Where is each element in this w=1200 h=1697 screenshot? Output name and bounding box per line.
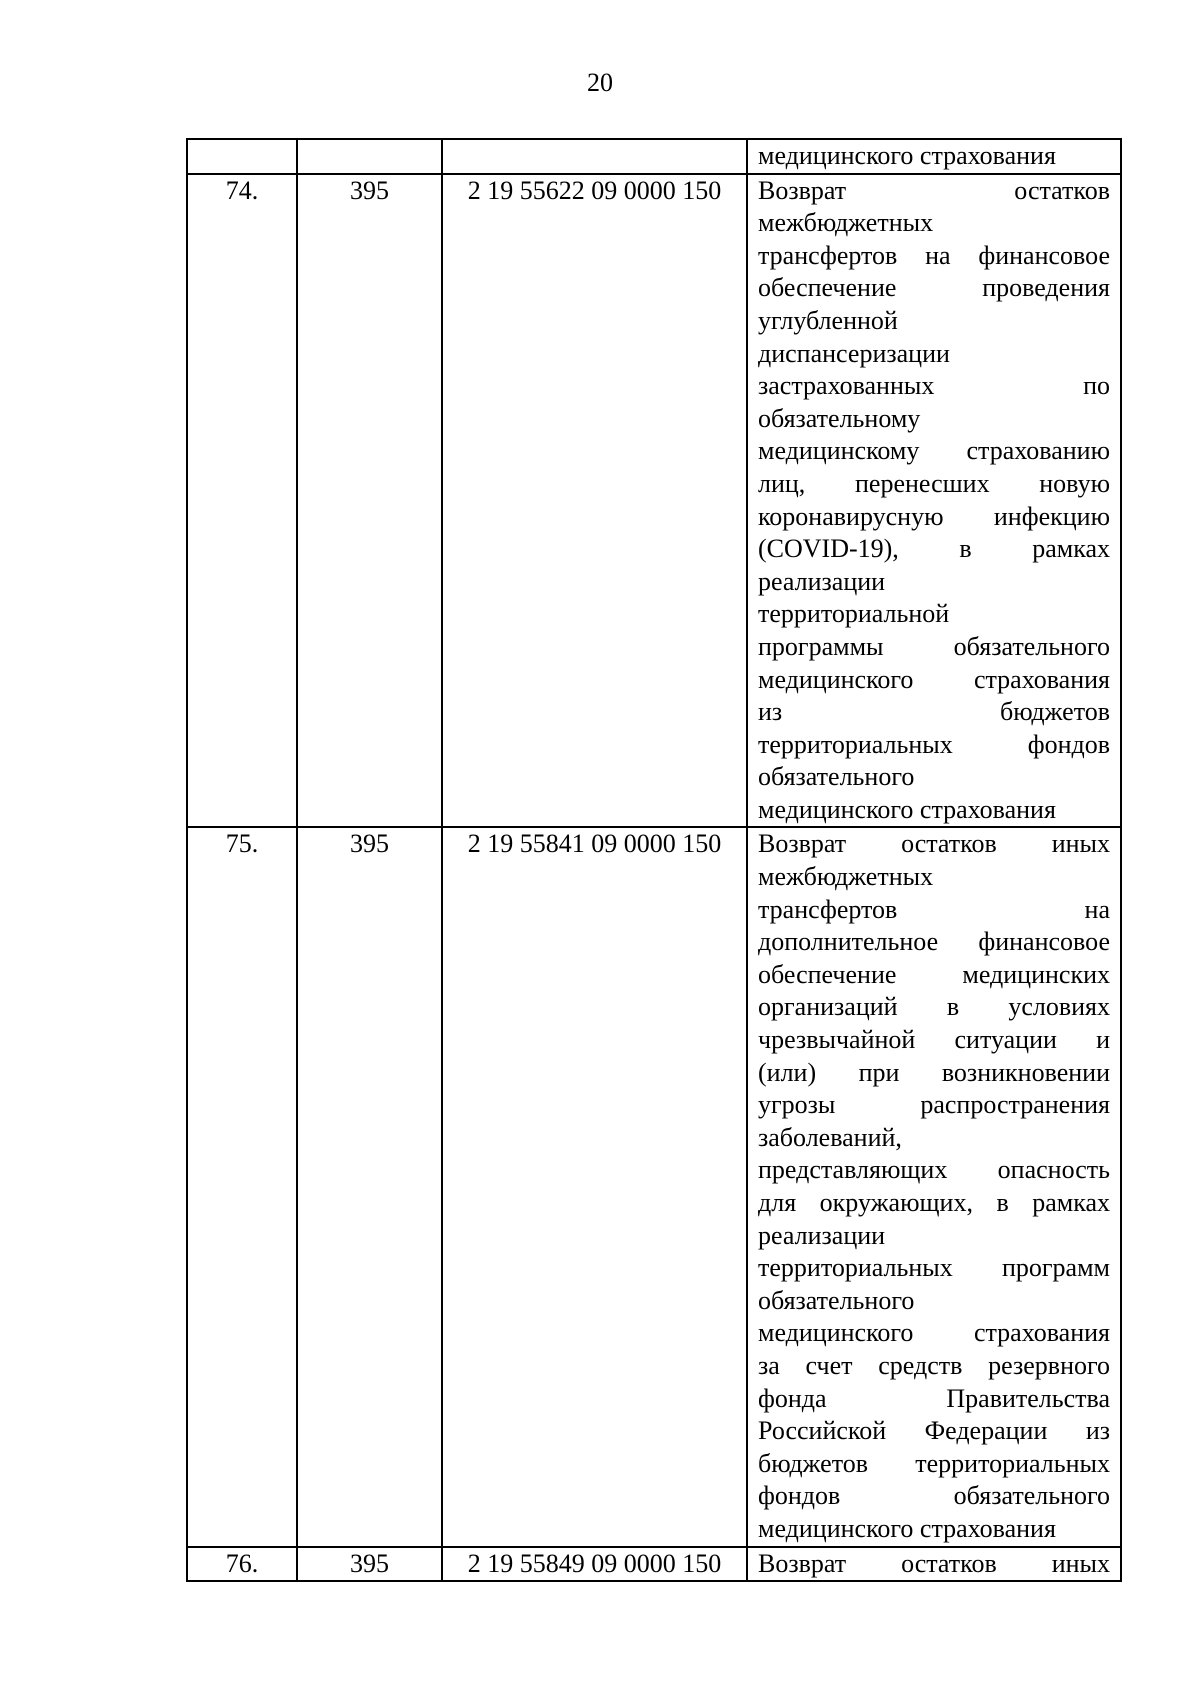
budget-classification-code-cell: 2 19 55622 09 0000 150 xyxy=(442,174,747,828)
description-line: для окружающих, в рамках xyxy=(758,1188,1110,1217)
description-line: территориальной xyxy=(758,599,950,629)
table-row xyxy=(187,827,1121,1546)
budget-codes-table xyxy=(186,138,1122,1582)
administrator-code-cell: 395 xyxy=(297,827,442,1546)
row-number-cell: 76. xyxy=(187,1547,297,1582)
budget-classification-code-cell xyxy=(442,139,747,174)
description-line: медицинского страхования xyxy=(758,1513,1056,1543)
description-line: территориальных программ xyxy=(758,1253,1110,1283)
description-line: территориальных фондов xyxy=(758,729,1110,759)
description-line: программы обязательного xyxy=(758,631,1110,661)
description-line: медицинского страхования xyxy=(758,794,1056,824)
description-line: (или) при возникновении xyxy=(758,1057,1110,1087)
description-line: реализации xyxy=(758,566,886,596)
description-line: лиц, перенесших новую xyxy=(758,468,1110,498)
row-number-cell: 75. xyxy=(187,827,297,1546)
budget-classification-code-cell: 2 19 55849 09 0000 150 xyxy=(442,1547,747,1582)
description-line: обязательного xyxy=(758,762,915,792)
description-line: обеспечение проведения xyxy=(758,273,1110,303)
description-line: диспансеризации xyxy=(758,338,950,368)
description-line: представляющих опасность xyxy=(758,1155,1110,1185)
description-line: Возврат остатков xyxy=(758,175,1110,205)
description-line: за счет средств резервного xyxy=(758,1350,1110,1380)
table-row xyxy=(187,174,1121,828)
page-number: 20 xyxy=(587,68,613,97)
table-row xyxy=(187,139,1121,174)
description-cell xyxy=(747,139,1121,174)
description-line: организаций в условиях xyxy=(758,992,1110,1022)
description-line: чрезвычайной ситуации и xyxy=(758,1025,1110,1055)
description-line: обязательному xyxy=(758,403,921,433)
description-line: фондов обязательного xyxy=(758,1481,1110,1511)
administrator-code-cell: 395 xyxy=(297,1547,442,1582)
description-line: дополнительное финансовое xyxy=(758,927,1110,957)
description-line: межбюджетных xyxy=(758,208,934,238)
description-line: из бюджетов xyxy=(758,697,1110,727)
description-line: медицинского страхования xyxy=(758,141,1056,170)
row-number-cell xyxy=(187,139,297,174)
description-line: заболеваний, xyxy=(758,1122,902,1152)
table-body xyxy=(187,139,1121,1581)
description-line: медицинского страхования xyxy=(758,664,1110,694)
description-line: углубленной xyxy=(758,305,898,335)
description-line: межбюджетных xyxy=(758,862,934,892)
description-cell xyxy=(747,1547,1121,1582)
description-line: медицинского страхования xyxy=(758,1318,1110,1348)
administrator-code-cell xyxy=(297,139,442,174)
row-number-cell: 74. xyxy=(187,174,297,828)
description-line: Российской Федерации из xyxy=(758,1416,1110,1446)
description-line: коронавирусную инфекцию xyxy=(758,501,1110,531)
description-line: медицинскому страхованию xyxy=(758,436,1110,466)
description-line: застрахованных по xyxy=(758,371,1110,401)
table-row xyxy=(187,1547,1121,1582)
description-line: бюджетов территориальных xyxy=(758,1448,1110,1478)
description-line: обязательного xyxy=(758,1285,915,1315)
description-line: трансфертов на xyxy=(758,894,1110,924)
description-line: обеспечение медицинских xyxy=(758,959,1110,989)
description-line: трансфертов на финансовое xyxy=(758,240,1110,270)
description-line: угрозы распространения xyxy=(758,1090,1110,1120)
budget-classification-code-cell: 2 19 55841 09 0000 150 xyxy=(442,827,747,1546)
description-cell xyxy=(747,827,1121,1546)
description-line: фонда Правительства xyxy=(758,1383,1110,1413)
description-line: Возврат остатков иных xyxy=(758,1548,1110,1578)
description-line: Возврат остатков иных xyxy=(758,829,1110,859)
description-line: реализации xyxy=(758,1220,886,1250)
administrator-code-cell: 395 xyxy=(297,174,442,828)
description-cell xyxy=(747,174,1121,828)
description-line: (COVID-19), в рамках xyxy=(758,534,1110,564)
